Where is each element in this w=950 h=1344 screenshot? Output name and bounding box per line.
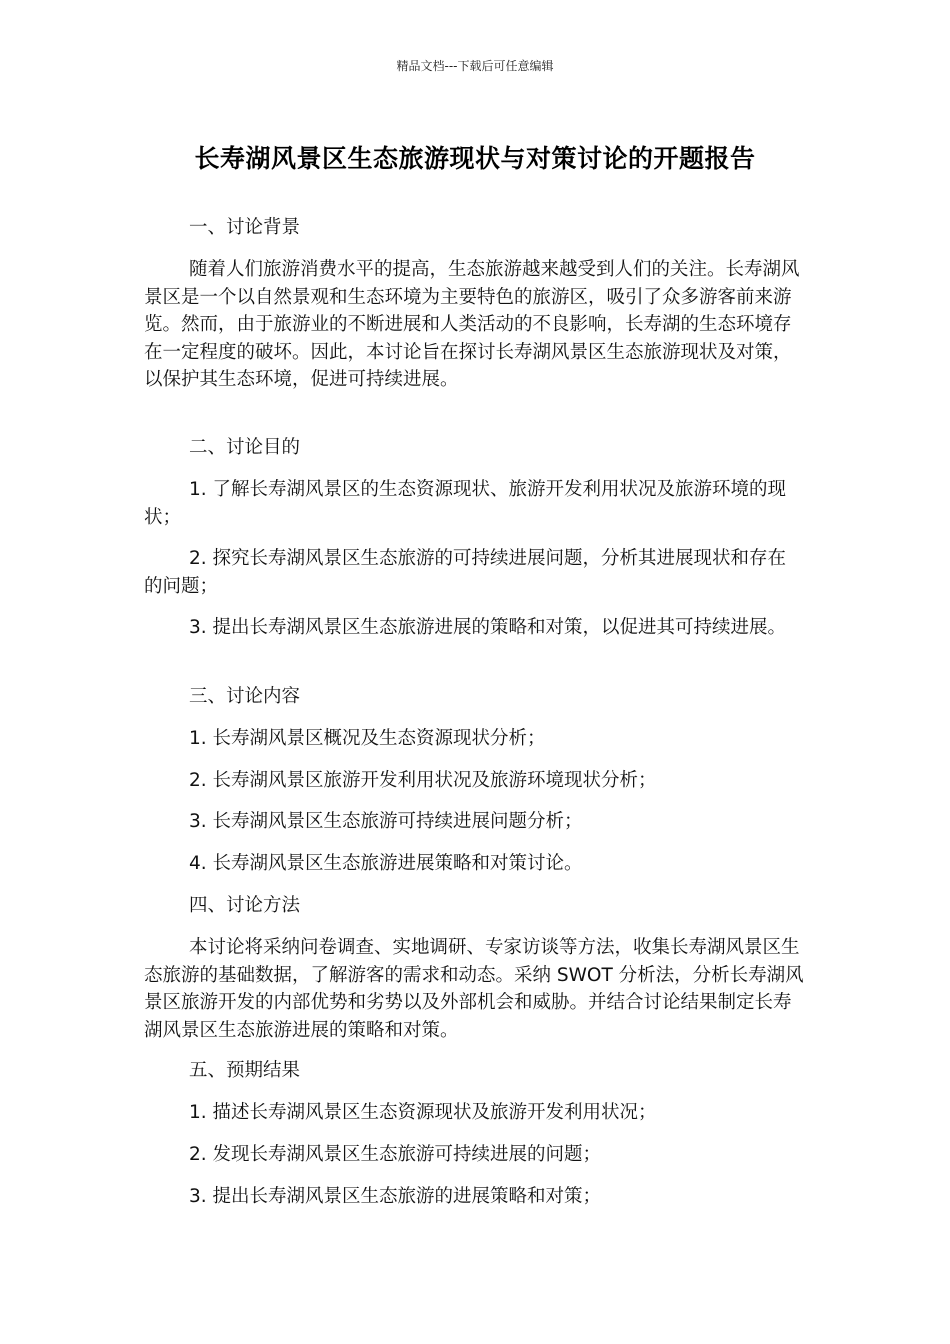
- list-item: 1. 描述长寿湖风景区生态资源现状及旅游开发利用状况；: [189, 1102, 657, 1123]
- list-item: 2. 发现长寿湖风景区生态旅游可持续进展的问题；: [189, 1144, 602, 1165]
- list-item: 3. 长寿湖风景区生态旅游可持续进展问题分析；: [189, 811, 583, 832]
- list-item: 3. 提出长寿湖风景区生态旅游进展的策略和对策，以促进其可持续进展。: [189, 617, 787, 638]
- section-3-heading: [144, 683, 804, 711]
- section-3-item-4: [144, 850, 804, 878]
- section-3-item-1: [144, 725, 804, 753]
- section-2-item-2: [144, 545, 804, 600]
- heading-text: 一、讨论背景: [189, 217, 301, 238]
- paragraph-text: 随着人们旅游消费水平的提高，生态旅游越来越受到人们的关注。长寿湖风景区是一个以自然景观和生态环境为主要特色的旅游区，吸引了众多游客前来游览。然而，由于旅游业的不断进展和人类活动的不良影响，长寿湖的生态环境存在一定程度的破坏。因此，本讨论旨在探讨长寿湖风景区生态旅游现状及对策，以保护其生态环境，促进可持续进展。: [144, 259, 800, 390]
- list-item: 1. 了解长寿湖风景区的生态资源现状、旅游开发利用状况及旅游环境的现状；: [144, 479, 787, 528]
- section-4-paragraph: [144, 934, 804, 1044]
- section-4-heading: [144, 892, 804, 920]
- heading-text: 二、讨论目的: [189, 437, 301, 458]
- section-5-item-1: [144, 1099, 804, 1127]
- section-2-heading: [144, 434, 804, 462]
- section-5-item-2: [144, 1141, 804, 1169]
- heading-text: 五、预期结果: [189, 1060, 301, 1081]
- paragraph-text: 本讨论将采纳问卷调查、实地调研、专家访谈等方法，收集长寿湖风景区生态旅游的基础数据，了解游客的需求和动态。采纳 SWOT 分析法，分析长寿湖风景区旅游开发的内部优势和劣势以及外部机会和威胁。并结合讨论结果制定长寿湖风景区生态旅游进展的策略和对策。: [144, 937, 804, 1041]
- section-2-item-3: [144, 614, 804, 642]
- header-note: 精品文档---下载后可任意编辑: [396, 59, 554, 73]
- section-5-heading: [144, 1057, 804, 1085]
- heading-text: 四、讨论方法: [189, 895, 301, 916]
- list-item: 2. 探究长寿湖风景区生态旅游的可持续进展问题，分析其进展现状和存在的问题；: [144, 548, 787, 597]
- document-title: 长寿湖风景区生态旅游现状与对策讨论的开题报告: [194, 144, 756, 173]
- list-item: 1. 长寿湖风景区概况及生态资源现状分析；: [189, 728, 546, 749]
- heading-text: 三、讨论内容: [189, 686, 301, 707]
- section-3-item-3: [144, 808, 804, 836]
- list-item: 2. 长寿湖风景区旅游开发利用状况及旅游环境现状分析；: [189, 770, 657, 791]
- section-1-heading: [144, 214, 804, 242]
- list-item: 4. 长寿湖风景区生态旅游进展策略和对策讨论。: [189, 853, 583, 874]
- section-1-paragraph: [144, 256, 804, 394]
- section-2-item-1: [144, 476, 804, 531]
- section-5-item-3: [144, 1183, 804, 1211]
- list-item: 3. 提出长寿湖风景区生态旅游的进展策略和对策；: [189, 1186, 602, 1207]
- section-3-item-2: [144, 767, 804, 795]
